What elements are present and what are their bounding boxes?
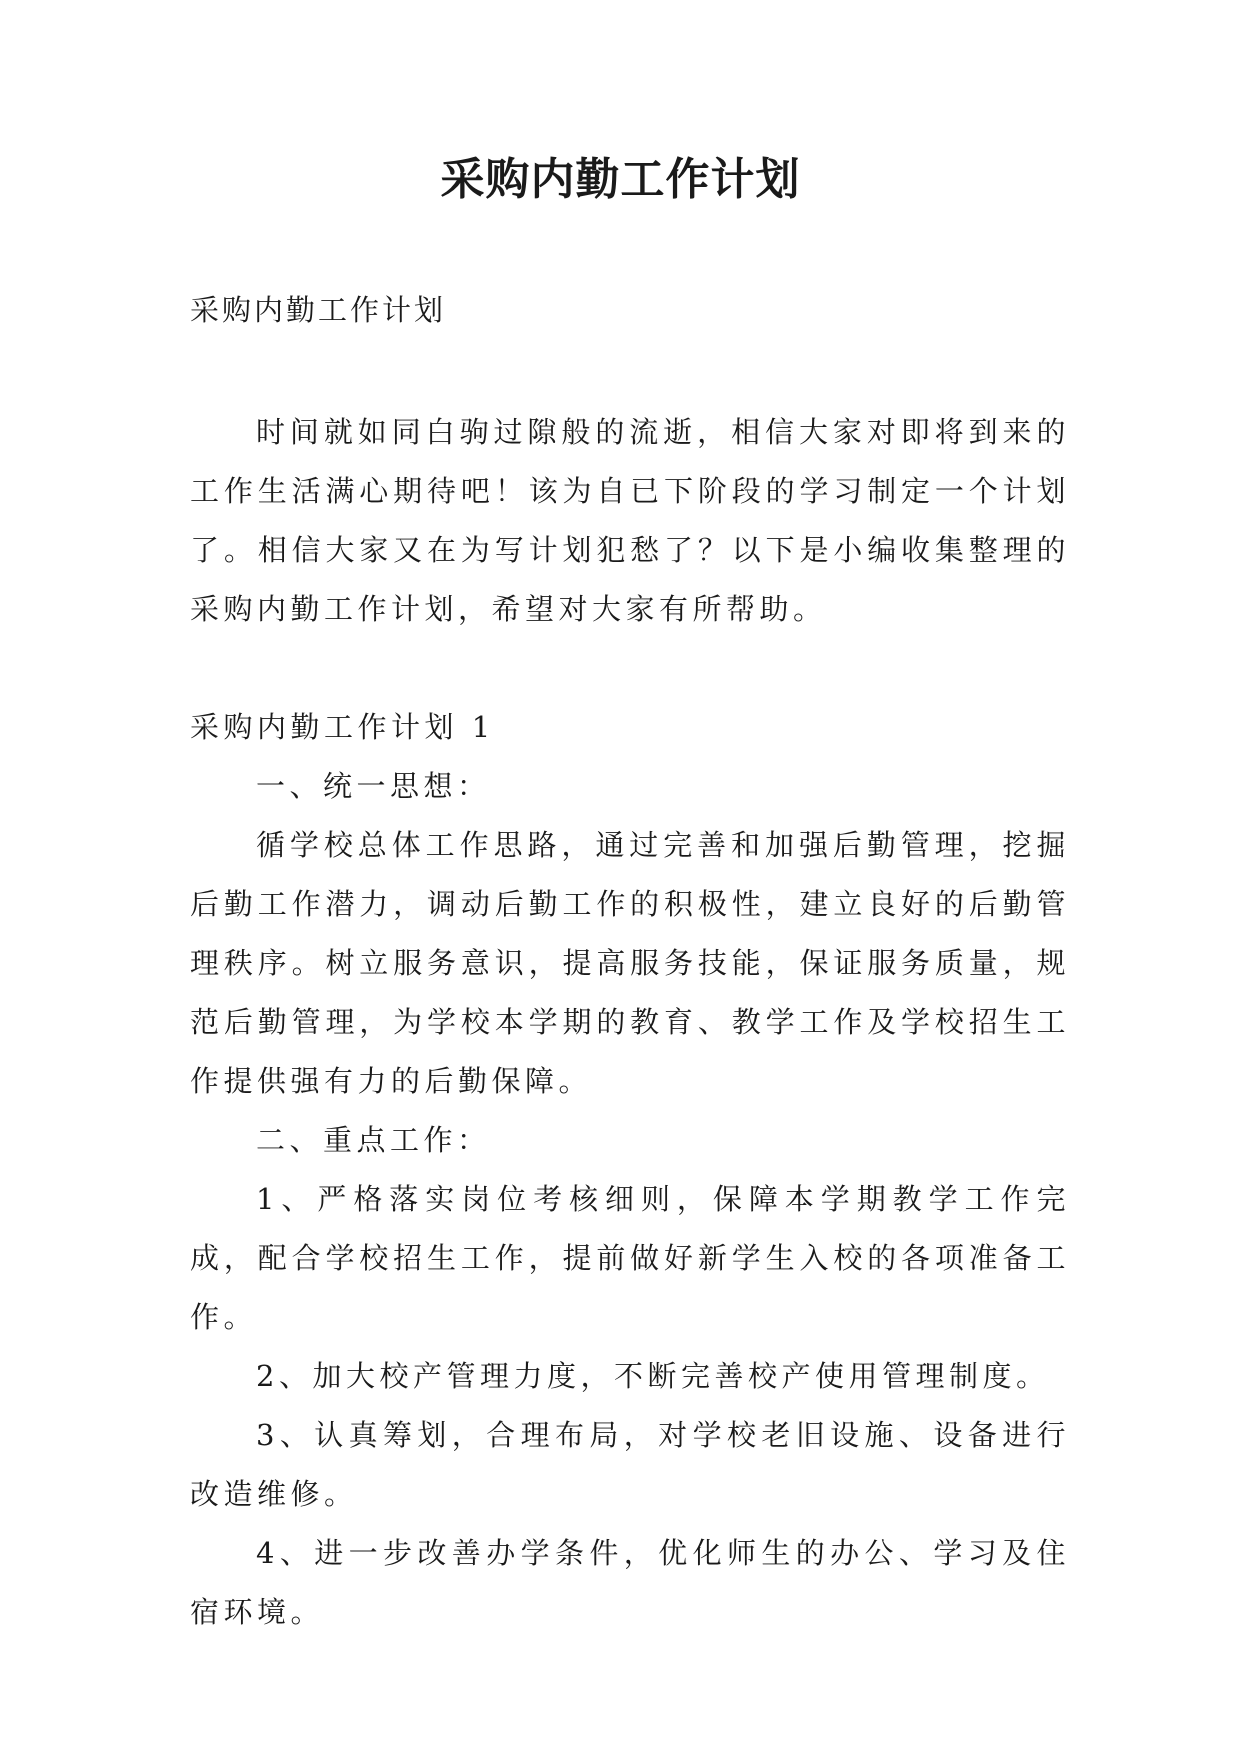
list-item-4: 4、进一步改善办学条件，优化师生的办公、学习及住宿环境。 [190, 1536, 1070, 1629]
paragraph-unified-thinking: 循学校总体工作思路，通过完善和加强后勤管理，挖掘后勤工作潜力，调动后勤工作的积极性，建立良好的后勤管理秩序。树立服务意识，提高服务技能，保证服务质量，规范后勤管理，为学校本学期的教育、教学工作及学校招生工作提供强有力的后勤保障。 [190, 828, 1070, 1098]
document-subtitle: 采购内勤工作计划 [190, 293, 447, 327]
document-body [190, 403, 1070, 1642]
section-title: 采购内勤工作计划 1 [190, 710, 495, 744]
document-title: 采购内勤工作计划 [440, 154, 801, 205]
heading-key-work: 二、重点工作： [256, 1123, 491, 1157]
list-item-3: 3、认真筹划，合理布局，对学校老旧设施、设备进行改造维修。 [190, 1418, 1070, 1511]
intro-paragraph: 时间就如同白驹过隙般的流逝，相信大家对即将到来的工作生活满心期待吧！该为自已下阶段的学习制定一个计划了。相信大家又在为写计划犯愁了？以下是小编收集整理的采购内勤工作计划，希望对大家有所帮助。 [190, 415, 1070, 626]
list-item-2: 2、加大校产管理力度，不断完善校产使用管理制度。 [256, 1359, 1050, 1393]
list-item-1: 1、严格落实岗位考核细则，保障本学期教学工作完成，配合学校招生工作，提前做好新学生入校的各项准备工作。 [190, 1182, 1070, 1334]
heading-unified-thinking: 一、统一思想： [256, 769, 491, 803]
